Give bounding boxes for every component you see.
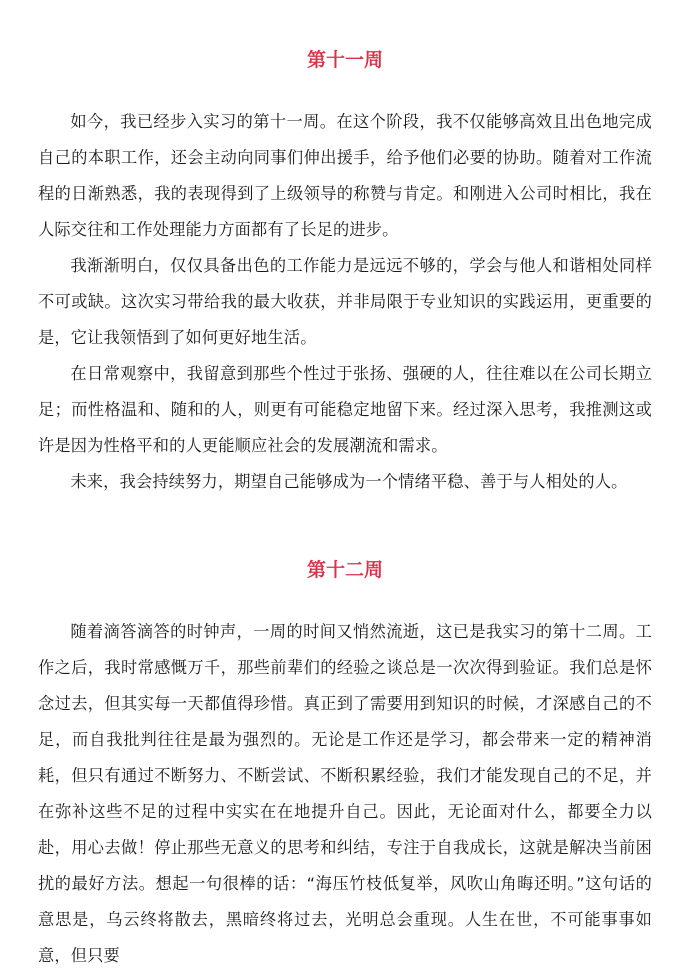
- week-12-title: 第十二周: [306, 559, 383, 581]
- week-11-title: 第十一周: [306, 49, 383, 71]
- week-11-paragraph-4: 未来，我会持续努力，期望自己能够成为一个情绪平稳、善于与人相处的人。: [70, 472, 628, 491]
- week-11-paragraph-3: 在日常观察中，我留意到那些个性过于张扬、强硬的人，往往难以在公司长期立足；而性格温和、随和的人，则更有可能稳定地留下来。经过深入思考，我推测这或许是因为性格平和的人更能顺应社会的发展潮流和需求。: [38, 364, 652, 455]
- week-12-section: [38, 556, 652, 974]
- week-11-paragraph-1: 如今，我已经步入实习的第十一周。在这个阶段，我不仅能够高效且出色地完成自己的本职工作，还会主动向同事们伸出援手，给予他们必要的协助。随着对工作流程的日渐熟悉，我的表现得到了上级领导的称赞与肯定。和刚进入公司时相比，我在人际交往和工作处理能力方面都有了长足的进步。: [38, 112, 652, 239]
- week-11-paragraph-2: 我渐渐明白，仅仅具备出色的工作能力是远远不够的，学会与他人和谐相处同样不可或缺。这次实习带给我的最大收获，并非局限于专业知识的实践运用，更重要的是，它让我领悟到了如何更好地生活。: [38, 256, 652, 347]
- week-12-paragraph-1: 随着滴答滴答的时钟声，一周的时间又悄然流逝，这已是我实习的第十二周。工作之后，我时常感慨万千，那些前辈们的经验之谈总是一次次得到验证。我们总是怀念过去，但其实每一天都值得珍惜。真正到了需要用到知识的时候，才深感自己的不足，而自我批判往往是最为强烈的。无论是工作还是学习，都会带来一定的精神消耗，但只有通过不断努力、不断尝试、不断积累经验，我们才能发现自己的不足，并在弥补这些不足的过程中实实在在地提升自己。因此，无论面对什么，都要全力以赴，用心去做！停止那些无意义的思考和纠结，专注于自我成长，这就是解决当前困扰的最好方法。想起一句很棒的话：“海压竹枝低复举，风吹山角晦还明。”这句话的意思是，乌云终将散去，黑暗终将过去，光明总会重现。人生在世，不可能事事如意，但只要: [38, 622, 652, 965]
- week-11-section: [38, 46, 652, 500]
